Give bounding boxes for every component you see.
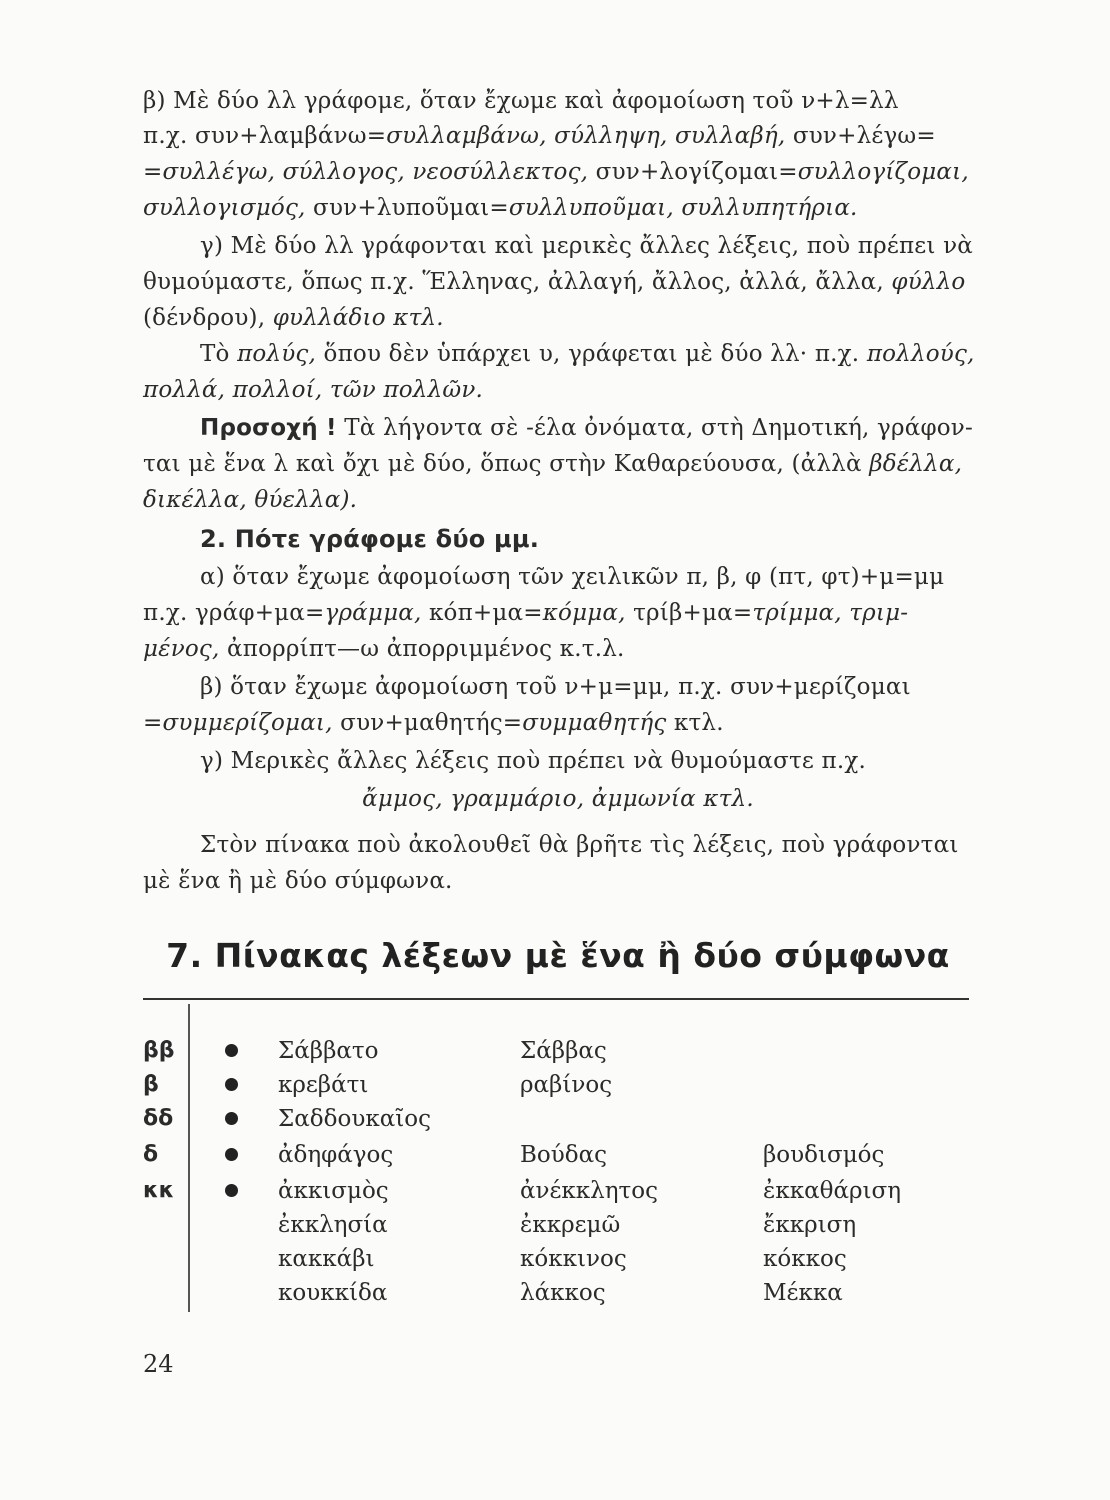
section-2-heading: 2. Πότε γράφομε δύο μμ. — [200, 525, 540, 553]
table-row — [0, 1208, 1110, 1242]
para-beta-line-2: π.χ. συν+λαμβάνω=συλλαμβάνω, σύλληψη, συλλαβή, συν+λέγω= — [143, 123, 936, 149]
para-beta-line-3: =συλλέγω, σύλλογος, νεοσύλλεκτος, συν+λογίζομαι=συλλογίζομαι, — [143, 159, 969, 185]
table-row — [0, 1276, 1110, 1310]
word-col-2: ἀνέκκλητος — [520, 1178, 658, 1204]
word-col-1: Σαδδουκαῖος — [278, 1106, 431, 1132]
bullet-dot — [225, 1078, 238, 1091]
word-col-3: Μέκκα — [763, 1280, 843, 1306]
word-col-1: Σάββατο — [278, 1038, 379, 1064]
table-row — [0, 1242, 1110, 1276]
para-gamma-line-1: γ) Μὲ δύο λλ γράφονται καὶ μερικὲς ἄλλες λέξεις, ποὺ πρέπει νὰ — [200, 233, 974, 259]
table-row — [0, 1034, 1110, 1068]
para-polys-line-2: πολλά, πολλοί, τῶν πολλῶν. — [143, 377, 484, 403]
row-label: κκ — [143, 1178, 175, 1203]
word-col-1: κρεβάτι — [278, 1072, 369, 1098]
word-col-2: κόκκινος — [520, 1246, 627, 1272]
row-label: δδ — [143, 1106, 174, 1131]
bullet-dot — [225, 1112, 238, 1125]
mm-gamma-line-1: γ) Μερικὲς ἄλλες λέξεις ποὺ πρέπει νὰ θυμούμαστε π.χ. — [200, 748, 867, 774]
page-number: 24 — [143, 1350, 174, 1378]
para-beta-line-1: β) Μὲ δύο λλ γράφομε, ὅταν ἔχωμε καὶ ἀφομοίωση τοῦ ν+λ=λλ — [143, 88, 899, 114]
word-col-3: ἔκκριση — [763, 1212, 857, 1238]
title-underline — [143, 998, 969, 1000]
word-col-1: ἀκκισμὸς — [278, 1178, 389, 1204]
word-col-1: κουκκίδα — [278, 1280, 388, 1306]
para-polys-line-1: Τὸ πολύς, ὅπου δὲν ὑπάρχει υ, γράφεται μὲ δύο λλ· π.χ. πολλούς, — [200, 341, 975, 367]
word-col-2: Βούδας — [520, 1142, 607, 1168]
mm-beta-line-1: β) ὅταν ἔχωμε ἀφομοίωση τοῦ ν+μ=μμ, π.χ. συν+μερίζομαι — [200, 674, 911, 700]
table-row — [0, 1102, 1110, 1136]
table-intro-line-2: μὲ ἕνα ἢ μὲ δύο σύμφωνα. — [143, 868, 453, 894]
word-col-2: Σάββας — [520, 1038, 607, 1064]
bullet-dot — [225, 1184, 238, 1197]
word-col-2: λάκκος — [520, 1280, 606, 1306]
word-col-2: ἐκκρεμῶ — [520, 1212, 621, 1238]
word-col-3: κόκκος — [763, 1246, 847, 1272]
mm-alpha-line-1: α) ὅταν ἔχωμε ἀφομοίωση τῶν χειλικῶν π, β, φ (πτ, φτ)+μ=μμ — [200, 564, 945, 590]
para-gamma-line-2: θυμούμαστε, ὅπως π.χ. Ἕλληνας, ἀλλαγή, ἄλλος, ἀλλά, ἄλλα, φύλλο — [143, 269, 966, 295]
mm-alpha-line-2: π.χ. γράφ+μα=γράμμα, κόπ+μα=κόμμα, τρίβ+μα=τρίμμα, τριμ- — [143, 600, 909, 626]
table-intro-line-1: Στὸν πίνακα ποὺ ἀκολουθεῖ θὰ βρῆτε τὶς λέξεις, ποὺ γράφονται — [200, 832, 959, 858]
mm-gamma-line-2: ἄμμος, γραμμάριο, ἀμμωνία κτλ. — [362, 786, 754, 812]
word-col-1: ἐκκλησία — [278, 1212, 388, 1238]
para-beta-line-4: συλλογισμός, συν+λυποῦμαι=συλλυποῦμαι, συλλυπητήρια. — [143, 195, 858, 221]
word-col-1: ἀδηφάγος — [278, 1142, 394, 1168]
attention-line-3: δικέλλα, θύελλα). — [143, 487, 358, 513]
attention-line-2: ται μὲ ἕνα λ καὶ ὄχι μὲ δύο, ὅπως στὴν Καθαρεύουσα, (ἀλλὰ βδέλλα, — [143, 451, 963, 477]
row-label: β — [143, 1072, 159, 1097]
bullet-dot — [225, 1148, 238, 1161]
mm-beta-line-2: =συμμερίζομαι, συν+μαθητής=συμμαθητής κτλ. — [143, 710, 724, 736]
section-7-title: 7. Πίνακας λέξεων μὲ ἕνα ἢ δύο σύμφωνα — [166, 936, 950, 975]
word-col-2: ραβίνος — [520, 1072, 613, 1098]
row-label: δ — [143, 1142, 159, 1167]
bullet-dot — [225, 1044, 238, 1057]
word-col-3: ἐκκαθάριση — [763, 1178, 902, 1204]
attention-line-1: Προσοχή ! Τὰ λήγοντα σὲ -έλα ὀνόματα, στὴ Δημοτική, γράφον- — [200, 415, 973, 441]
table-row — [0, 1068, 1110, 1102]
table-row — [0, 1138, 1110, 1172]
para-gamma-line-3: (δένδρου), φυλλάδιο κτλ. — [143, 305, 444, 331]
attention-label: Προσοχή ! — [200, 415, 337, 441]
row-label: ββ — [143, 1038, 175, 1063]
word-col-3: βουδισμός — [763, 1142, 885, 1168]
mm-alpha-line-3: μένος, ἀπορρίπτ—ω ἀπορριμμένος κ.τ.λ. — [143, 636, 625, 662]
word-col-1: κακκάβι — [278, 1246, 375, 1272]
table-row — [0, 1174, 1110, 1208]
